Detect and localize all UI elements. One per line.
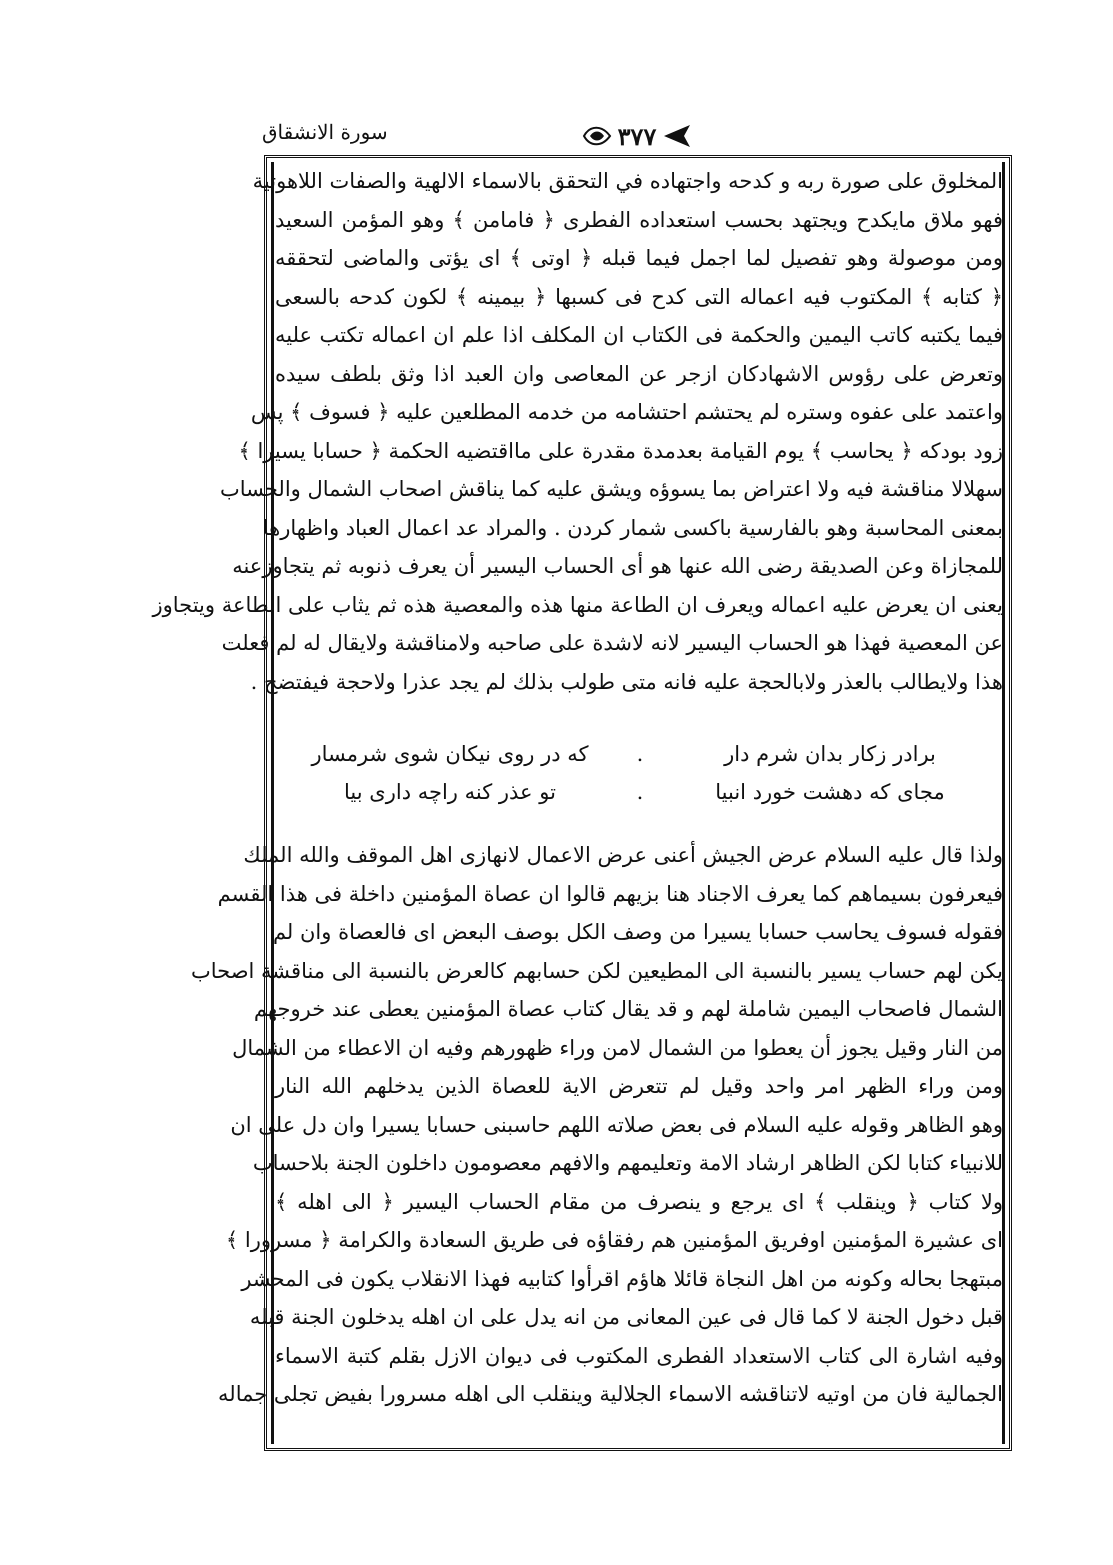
hemistich-left: تو عذر كنه راچه دارى بيا	[344, 780, 556, 804]
text-line: سهلالا مناقشة فيه ولا اعتراض بما يسوؤه ويشق عليه كما يناقش اصحاب الشمال والحساب	[219, 477, 1003, 501]
poem-verse	[300, 735, 980, 773]
page-number-block	[577, 118, 697, 154]
poem	[300, 735, 980, 811]
text-line: وتعرض على رؤوس الاشهادكان ازجر عن المعاصى وان العبد اذا وثق بلطف سيده	[275, 361, 1003, 386]
text-line: واعتمد على عفوه وستره لم يحتشم احتشامه من خدمه المطلعين عليه ﴿ فسوف ﴾ پس	[250, 400, 1003, 424]
paragraph-2	[190, 836, 1003, 1414]
text-line: فيعرفون بسيماهم كما يعرف الاجناد هنا بزيهم قالوا ان عصاة المؤمنين داخلة فى هذا القسم	[217, 881, 1003, 906]
text-line: الشمال فاصحاب اليمين شاملة لهم و قد يقال كتاب عصاة المؤمنين يعطى عند خروجهم	[253, 997, 1003, 1021]
poem-verse	[300, 773, 980, 811]
text-line: يعنى ان يعرض عليه اعماله ويعرف ان الطاعة منها هذه والمعصية هذه ثم يثاب على الطاعة ويتجاوز	[152, 592, 1003, 617]
hemistich-right: برادر زكار بدان شرم دار	[724, 742, 936, 766]
text-line: الجمالية فان من اوتيه لاتناقشه الاسماء الجلالية وينقلب الى اهله مسرورا بفيض تجلى جماله	[218, 1382, 1003, 1406]
text-line: فهو ملاق مايكدح ويجتهد بحسب استعداده الفطرى ﴿ فامامن ﴾ وهو المؤمن السعيد	[275, 207, 1003, 232]
text-line: مبتهجا بحاله وكونه من اهل النجاة قائلا هاؤم اقرأوا كتابيه فهذا الانقلاب يكون فى المحشر	[241, 1266, 1003, 1291]
page-header	[262, 118, 1016, 158]
text-line: ولذا قال عليه السلام عرض الجيش أعنى عرض الاعمال لانهازى اهل الموقف والله الملك	[243, 843, 1003, 867]
text-line: فيما يكتبه كاتب اليمين والحكمة فى الكتاب ان المكلف اذا علم ان اعماله تكتب عليه	[275, 323, 1003, 347]
text-line: وهو الظاهر وقوله عليه السلام فى بعض صلاته اللهم حاسبنى حسابا يسيرا وان دل على ان	[230, 1112, 1003, 1137]
text-line: وفيه اشارة الى كتاب الاستعداد الفطرى المكتوب فى ديوان الازل بقلم كتبة الاسماء	[275, 1343, 1003, 1368]
text-line: زود بودكه ﴿ يحاسب ﴾ يوم القيامة بعدمدة مقدرة على مااقتضيه الحكمة ﴿ حسابا يسيرا ﴾	[238, 438, 1003, 463]
text-line: من النار وقيل يجوز أن يعطوا من الشمال لامن وراء ظهورهم وفيه ان الاعطاء من الشمال	[232, 1035, 1003, 1060]
text-line: اى عشيرة المؤمنين اوفريق المؤمنين هم رفقاؤه فى طريق السعادة والكرامة ﴿ مسرورا ﴾	[225, 1228, 1003, 1252]
verse-separator: .	[636, 780, 644, 804]
text-line: ﴿ كتابه ﴾ المكتوب فيه اعماله التى كدح فى كسبها ﴿ بيمينه ﴾ لكون كدحه بالسعى	[275, 284, 1003, 309]
surah-name: سورة الانشقاق	[262, 120, 388, 144]
ornament-left-icon	[582, 123, 612, 149]
text-line: هذا ولايطالب بالعذر ولابالحجة عليه فانه متى طولب بذلك لم يجد عذرا ولاحجة فيفتضح .	[250, 669, 1003, 694]
hemistich-left: كه در روى نيكان شوى شرمسار	[311, 742, 589, 766]
text-line: ومن موصولة وهو تفصيل لما اجمل فيما قبله ﴿ اوتى ﴾ اى يؤتى والماضى لتحققه	[275, 246, 1003, 270]
text-line: للانبياء كتابا لكن الظاهر ارشاد الامة وتعليمهم والافهم معصومون داخلون الجنة بلاحساب	[252, 1151, 1003, 1175]
text-line: ولا كتاب ﴿ وينقلب ﴾ اى يرجع و ينصرف من مقام الحساب اليسير ﴿ الى اهله ﴾	[275, 1189, 1003, 1214]
text-line: للمجازاة وعن الصديقة رضى الله عنها هو أى الحساب اليسير أن يعرف ذنوبه ثم يتجاوزعنه	[232, 554, 1003, 578]
text-line: فقوله فسوف يحاسب حسابا يسيرا من وصف الكل بوصف البعض اى فالعصاة وان لم	[272, 920, 1003, 944]
text-line: قبل دخول الجنة لا كما قال فى عين المعانى من انه يدل على ان اهله يدخلون الجنة قبله	[249, 1305, 1003, 1329]
verse-separator: .	[636, 742, 644, 766]
text-line: يكن لهم حساب يسير بالنسبة الى المطيعين لكن حسابهم كالعرض بالنسبة الى مناقشة اصحاب	[190, 958, 1003, 983]
hemistich-right: مجاى كه دهشت خورد انبيا	[715, 780, 945, 804]
text-line: ومن وراء الظهر امر واحد وقيل لم تتعرض الاية للعصاة الذين يدخلهم الله النار	[275, 1074, 1003, 1098]
text-line: عن المعصية فهذا هو الحساب اليسير لانه لاشدة على صاحبه ولامناقشة ولايقال له لم فعلت	[221, 631, 1003, 655]
paragraph-1	[152, 162, 1003, 701]
text-line: المخلوق على صورة ربه و كدحه واجتهاده في التحقق بالاسماء الالهية والصفات اللاهوتية	[252, 169, 1003, 193]
page-number: ٣٧٧	[617, 121, 657, 151]
ornament-right-icon	[662, 123, 692, 149]
text-line: بمعنى المحاسبة وهو بالفارسية باكسى شمار كردن . والمراد عد اعمال العباد واظهارها	[262, 515, 1003, 540]
